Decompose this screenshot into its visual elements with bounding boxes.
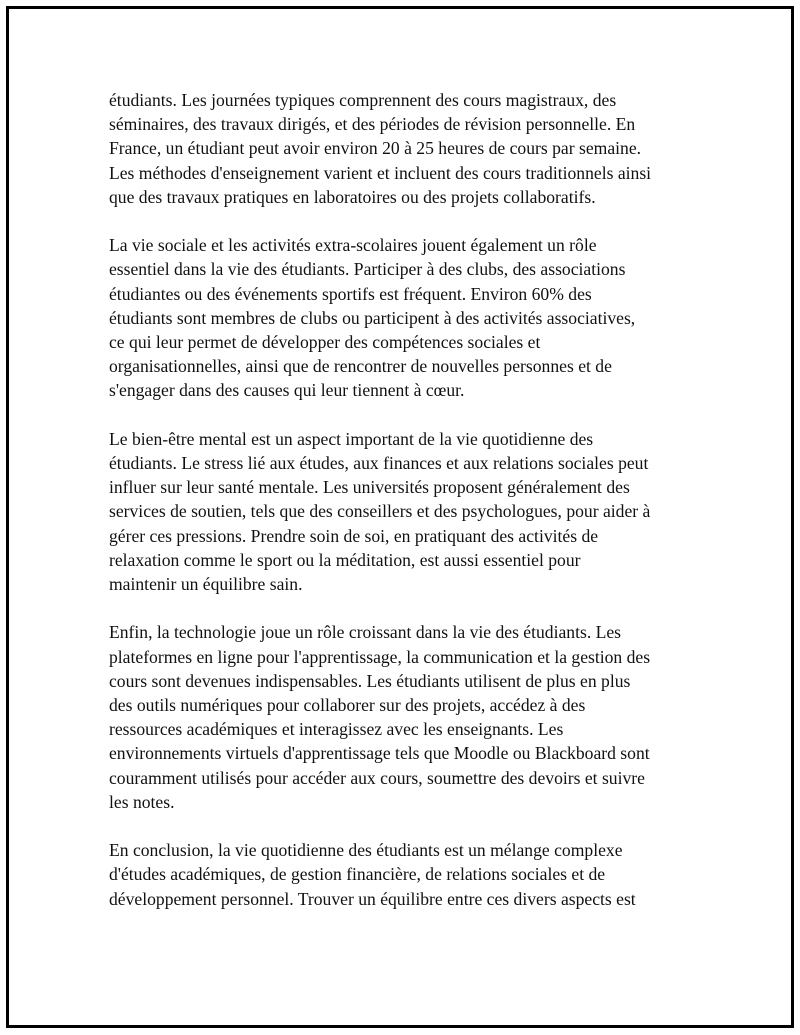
document-body: [109, 88, 691, 935]
text-line: essentiel dans la vie des étudiants. Participer à des clubs, des associations: [109, 259, 626, 280]
text-line: développement personnel. Trouver un équilibre entre ces divers aspects est: [109, 888, 636, 909]
text-line: organisationnelles, ainsi que de rencontrer de nouvelles personnes et de: [109, 356, 612, 377]
paragraph-3: [109, 427, 691, 596]
text-line: En conclusion, la vie quotidienne des étudiants est un mélange complexe: [109, 840, 623, 861]
paragraph-2: [109, 233, 691, 402]
text-line: les notes.: [109, 791, 175, 812]
text-line: couramment utilisés pour accéder aux cours, soumettre des devoirs et suivre: [109, 767, 645, 788]
text-line: environnements virtuels d'apprentissage tels que Moodle ou Blackboard sont: [109, 743, 650, 764]
text-line: Enfin, la technologie joue un rôle croissant dans la vie des étudiants. Les: [109, 622, 622, 643]
paragraph-4: [109, 620, 691, 814]
text-line: Le bien-être mental est un aspect important de la vie quotidienne des: [109, 428, 594, 449]
text-line: ce qui leur permet de développer des compétences sociales et: [109, 332, 541, 353]
text-line: que des travaux pratiques en laboratoires ou des projets collaboratifs.: [109, 186, 596, 207]
text-line: séminaires, des travaux dirigés, et des périodes de révision personnelle. En: [109, 114, 636, 135]
text-line: ressources académiques et interagissez avec les enseignants. Les: [109, 719, 564, 740]
text-line: étudiants. Le stress lié aux études, aux finances et aux relations sociales peut: [109, 453, 649, 474]
text-line: plateformes en ligne pour l'apprentissage, la communication et la gestion des: [109, 646, 651, 667]
text-line: s'engager dans des causes qui leur tiennent à cœur.: [109, 380, 465, 401]
text-line: étudiantes ou des événements sportifs est fréquent. Environ 60% des: [109, 283, 592, 304]
text-line: étudiants sont membres de clubs ou participent à des activités associatives,: [109, 307, 636, 328]
text-line: gérer ces pressions. Prendre soin de soi, en pratiquant des activités de: [109, 525, 599, 546]
text-line: Les méthodes d'enseignement varient et incluent des cours traditionnels ainsi: [109, 162, 652, 183]
text-line: La vie sociale et les activités extra-scolaires jouent également un rôle: [109, 235, 597, 256]
paragraph-1: [109, 88, 691, 209]
text-line: des outils numériques pour collaborer sur des projets, accédez à des: [109, 695, 586, 716]
text-line: cours sont devenues indispensables. Les étudiants utilisent de plus en plus: [109, 670, 631, 691]
text-line: maintenir un équilibre sain.: [109, 574, 303, 595]
text-line: influer sur leur santé mentale. Les universités proposent généralement des: [109, 477, 630, 498]
text-line: étudiants. Les journées typiques comprennent des cours magistraux, des: [109, 90, 617, 110]
text-line: services de soutien, tels que des conseillers et des psychologues, pour aider à: [109, 501, 651, 522]
paragraph-5: [109, 838, 691, 911]
text-line: relaxation comme le sport ou la méditation, est aussi essentiel pour: [109, 549, 581, 570]
text-line: France, un étudiant peut avoir environ 20 à 25 heures de cours par semaine.: [109, 138, 642, 159]
text-line: d'études académiques, de gestion financière, de relations sociales et de: [109, 864, 606, 885]
